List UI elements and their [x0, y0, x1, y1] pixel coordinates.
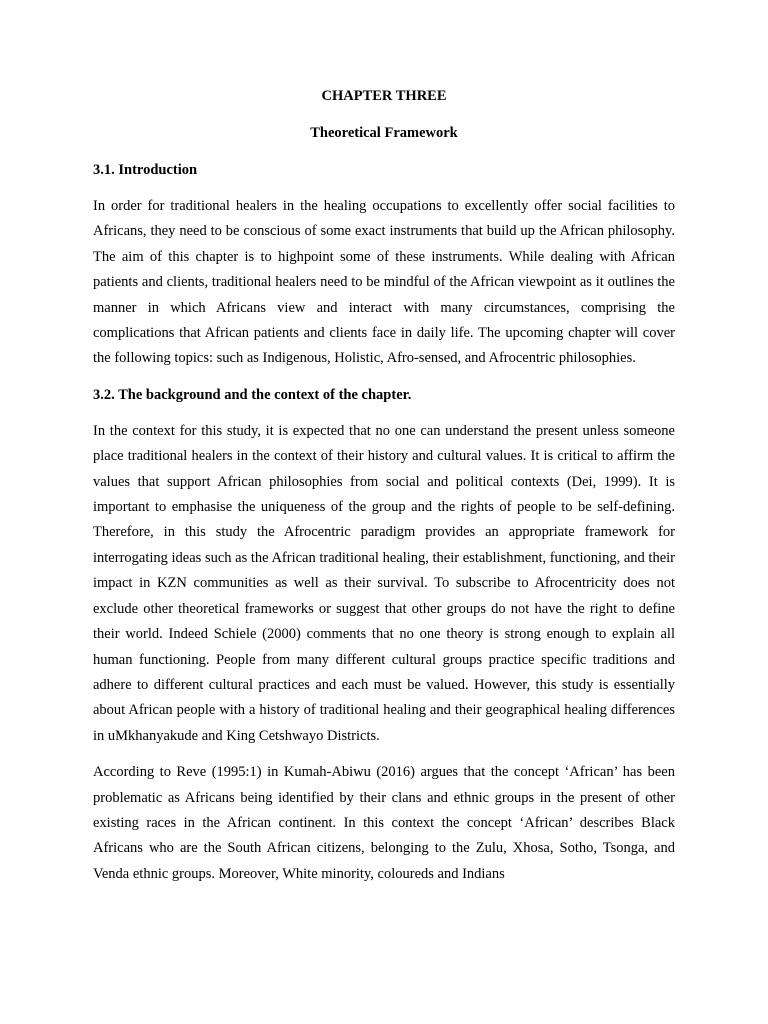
chapter-subtitle: Theoretical Framework [310, 125, 458, 141]
paragraph-introduction: In order for traditional healers in the healing occupations to excellently offer social facilities to Africans, they need to be conscious of some exact instruments that build up the African philosophy. The aim of this chapter is to highpoint some of these instruments. While dealing with African patients and clients, traditional healers need to be mindful of the African viewpoint as it outlines the manner in which Africans view and interact with many circumstances, comprising the complications that African patients and clients face in daily life. The upcoming chapter will cover the following topics: such as Indigenous, Holistic, Afro-sensed, and Afrocentric philosophies. [93, 198, 675, 367]
section-heading-background: 3.2. The background and the context of the chapter. [93, 386, 412, 403]
section-heading-introduction: 3.1. Introduction [93, 162, 198, 178]
paragraph-background: In the context for this study, it is expected that no one can understand the present unless someone place traditional healers in the context of their history and cultural values. It is critical to affirm the values that support African philosophies from social and political contexts (Dei, 1999). It is important to emphasise the uniqueness of the group and the rights of people to be self-defining. Therefore, in this study the Afrocentric paradigm provides an appropriate framework for interrogating ideas such as the African traditional healing, their establishment, functioning, and their impact in KZN communities as well as their survival. To subscribe to Afrocentricity does not exclude other theoretical frameworks or suggest that other groups do not have the right to define their world. Indeed Schiele (2000) comments that no one theory is strong enough to explain all human functioning. People from many different cultural groups practice specific traditions and adhere to different cultural practices and each must be valued. However, this study is essentially about African people with a history of traditional healing and their geographical healing differences in uMkhanyakude and King Cetshwayo Districts. [93, 422, 675, 744]
paragraph-african-concept: According to Reve (1995:1) in Kumah-Abiwu (2016) argues that the concept ‘African’ has been problematic as Africans being identified by their clans and ethnic groups in the present of other existing races in the African continent. In this context the concept ‘African’ describes Black Africans who are the South African citizens, belonging to the Zulu, Xhosa, Sotho, Tsonga, and Venda ethnic groups. Moreover, White minority, coloureds and Indians [93, 764, 675, 882]
chapter-title: CHAPTER THREE [321, 88, 447, 104]
